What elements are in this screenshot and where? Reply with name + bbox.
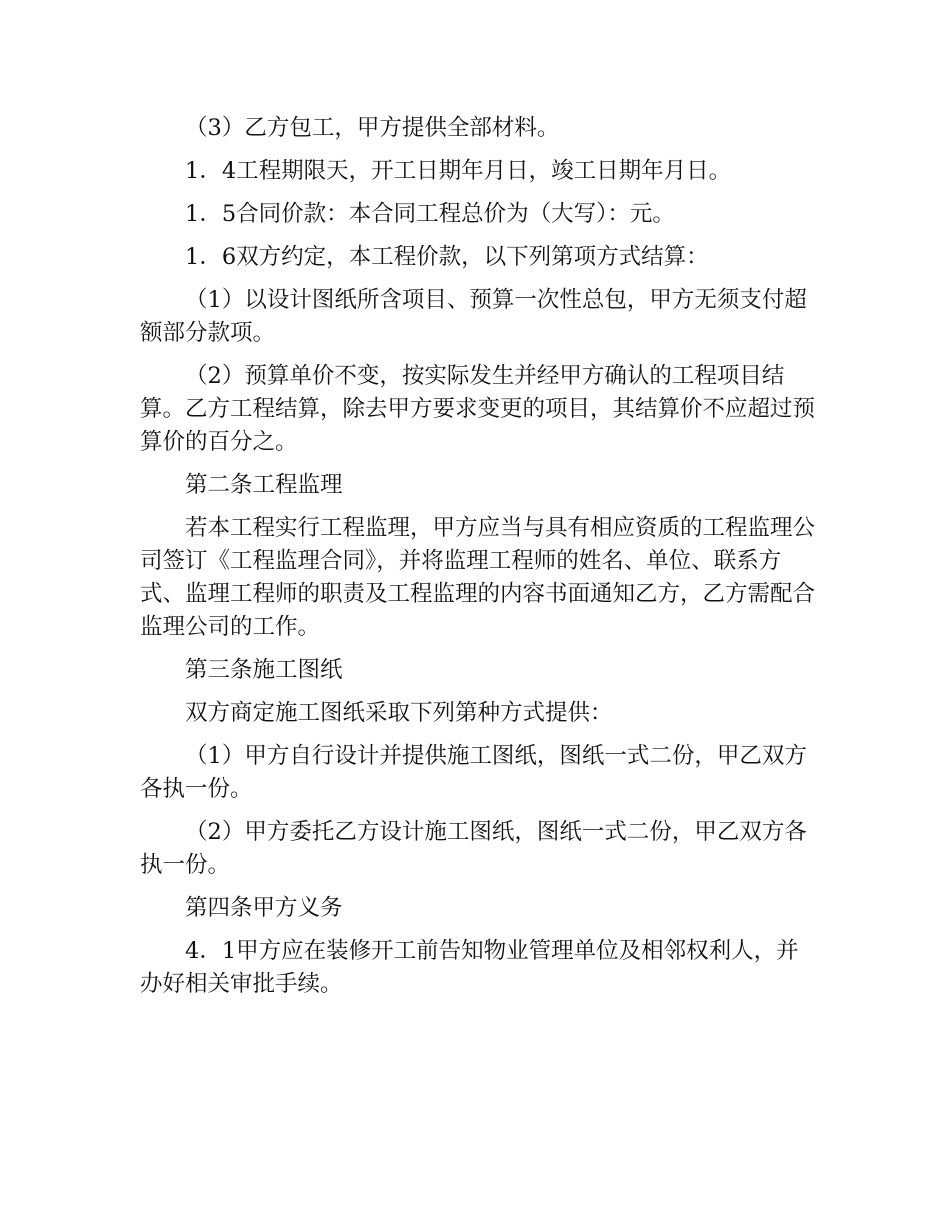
paragraph-settlement-method: 1．6双方约定，本工程价款，以下列第项方式结算： bbox=[185, 244, 709, 270]
heading-article-3: 第三条施工图纸 bbox=[185, 657, 343, 683]
paragraph-project-period: 1．4工程期限天，开工日期年月日，竣工日期年月日。 bbox=[185, 158, 732, 184]
heading-article-2: 第二条工程监理 bbox=[185, 472, 343, 498]
paragraph-drawings-intro: 双方商定施工图纸采取下列第种方式提供： bbox=[185, 700, 613, 726]
paragraph-material-supply: （3）乙方包工，甲方提供全部材料。 bbox=[185, 115, 560, 141]
paragraph-drawings-option-2: （2）甲方委托乙方设计施工图纸，图纸一式二份，甲乙双方各执一份。 bbox=[140, 819, 807, 878]
paragraph-contract-price: 1．5合同价款：本合同工程总价为（大写）：元。 bbox=[185, 201, 675, 227]
paragraph-drawings-option-1: （1）甲方自行设计并提供施工图纸，图纸一式二份，甲乙双方各执一份。 bbox=[140, 743, 807, 802]
paragraph-settlement-option-1: （1）以设计图纸所含项目、预算一次性总包，甲方无须支付超额部分款项。 bbox=[140, 287, 807, 346]
heading-article-4: 第四条甲方义务 bbox=[185, 895, 343, 921]
paragraph-party-a-obligation-1: 4．1甲方应在装修开工前告知物业管理单位及相邻权利人，并办好相关审批手续。 bbox=[140, 938, 799, 997]
document-body bbox=[140, 112, 820, 1011]
paragraph-settlement-option-2: （2）预算单价不变，按实际发生并经甲方确认的工程项目结算。乙方工程结算，除去甲方要求变更的项目，其结算价不应超过预算价的百分之。 bbox=[140, 363, 816, 455]
paragraph-supervision: 若本工程实行工程监理，甲方应当与具有相应资质的工程监理公司签订《工程监理合同》，并将监理工程师的姓名、单位、联系方式、监理工程师的职责及工程监理的内容书面通知乙方，乙方需配合监理公司的工作。 bbox=[140, 515, 816, 640]
